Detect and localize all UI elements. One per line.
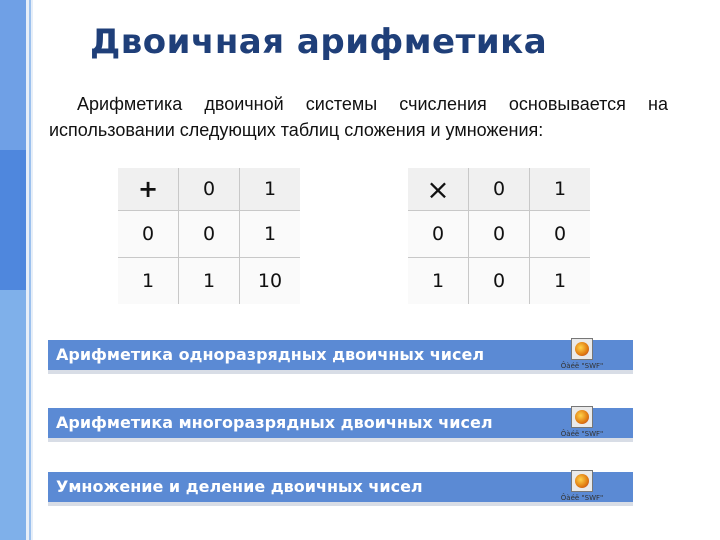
link-single-digit-arithmetic[interactable]: Арифметика одноразрядных двоичных чисел [48, 340, 633, 370]
intro-paragraph: Арифметика двоичной системы счисления основывается на использовании следующих таблиц сложения и умножения: [49, 94, 668, 140]
table-cell: 0 [179, 211, 240, 258]
row-label-cell: 0 [118, 211, 179, 258]
table-row [408, 258, 590, 305]
header-cell: 0 [179, 168, 240, 211]
swf-attachment[interactable] [556, 470, 608, 502]
multiplication-table [408, 168, 590, 304]
operator-cell: + [118, 168, 179, 211]
swf-attachment[interactable] [556, 406, 608, 438]
header-cell: 1 [530, 168, 591, 211]
row-label-cell: 0 [408, 211, 469, 258]
table-cell: 1 [240, 211, 301, 258]
table-cell: 1 [530, 258, 591, 305]
swf-file-icon [571, 470, 593, 492]
table-cell: 0 [469, 258, 530, 305]
table-header-row [118, 168, 300, 211]
table-cell: 1 [179, 258, 240, 305]
side-stripe-segment [0, 0, 26, 150]
table-row [118, 258, 300, 305]
attachment-label: Ôàéë "SWF" [560, 362, 604, 370]
side-stripe-line [29, 0, 31, 540]
header-cell: 1 [240, 168, 301, 211]
header-cell: 0 [469, 168, 530, 211]
side-stripe-segment [0, 290, 26, 540]
operator-cell [408, 168, 469, 211]
row-label-cell: 1 [408, 258, 469, 305]
table-cell: 10 [240, 258, 301, 305]
table-header-row [408, 168, 590, 211]
table-row [408, 211, 590, 258]
attachment-label: Ôàéë "SWF" [560, 494, 604, 502]
swf-attachment[interactable] [556, 338, 608, 370]
attachment-label: Ôàéë "SWF" [560, 430, 604, 438]
swf-file-icon [571, 406, 593, 428]
link-multi-digit-arithmetic[interactable]: Арифметика многоразрядных двоичных чисел [48, 408, 633, 438]
link-multiplication-division[interactable]: Умножение и деление двоичных чисел [48, 472, 633, 502]
multiply-icon: × [426, 172, 450, 206]
addition-table [118, 168, 300, 304]
table-cell: 0 [469, 211, 530, 258]
table-cell: 0 [530, 211, 591, 258]
swf-file-icon [571, 338, 593, 360]
page-title: Двоичная арифметика [90, 22, 548, 62]
table-row [118, 211, 300, 258]
row-label-cell: 1 [118, 258, 179, 305]
side-stripe-segment [0, 150, 26, 290]
